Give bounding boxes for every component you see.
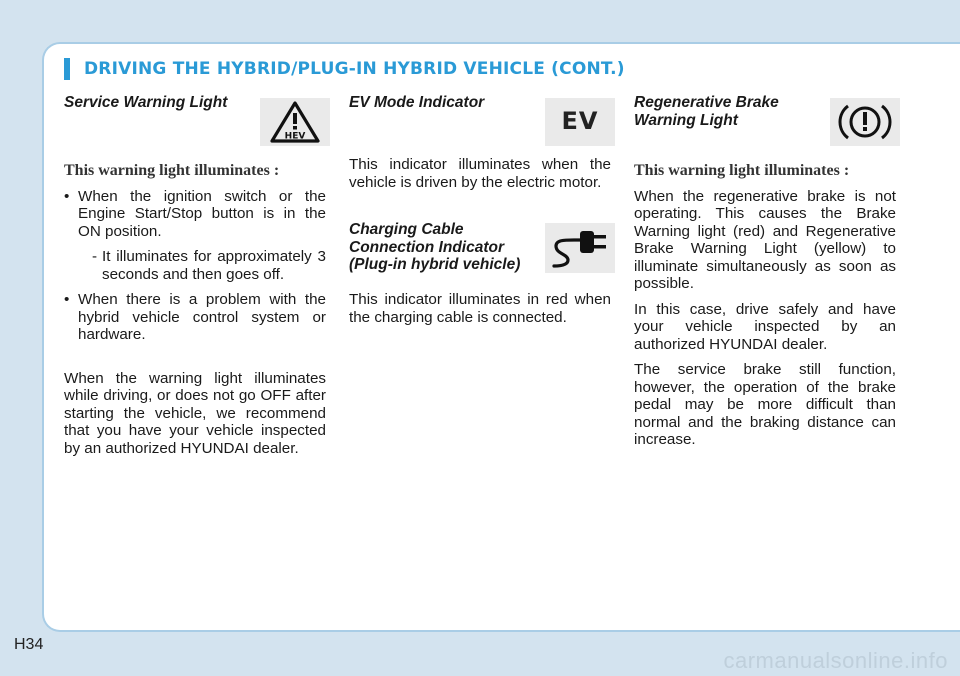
topic-head-ev [349, 94, 611, 156]
header-accent-bar [64, 58, 70, 80]
ev-icon-label: EV [561, 107, 599, 136]
ev-mode-icon [545, 98, 615, 146]
ev-mode-title: EV Mode Indicator [349, 94, 485, 111]
service-bullet-2: When there is a problem with the hybrid vehicle control system or hardware. [78, 291, 326, 343]
charging-paragraph: This indicator illuminates in red when the charging cable is connected. [349, 291, 611, 326]
column-regen-brake [634, 92, 896, 457]
service-warning-title: Service Warning Light [64, 94, 228, 111]
section-title: DRIVING THE HYBRID/PLUG-IN HYBRID VEHICLE (CONT.) [84, 59, 625, 79]
spacer [349, 199, 611, 219]
regen-brake-title: Regenerative Brake Warning Light [634, 94, 779, 129]
hev-icon-label: HEV [284, 131, 306, 142]
regen-paragraph-1: When the regenerative brake is not operating. This causes the Brake Warning light (red) and Regenerative Brake Warning Light (yellow) to illuminate simultaneously as soon as possible. [634, 187, 896, 292]
regen-paragraph-2: In this case, drive safely and have your vehicle inspected by an authorized HYUNDAI dealer. [634, 300, 896, 353]
charging-cable-title: Charging Cable Connection Indicator (Plug-in hybrid vehicle) [349, 221, 521, 273]
sub-bullet [78, 248, 326, 283]
service-bullet-1: When the ignition switch or the Engine Start/Stop button is in the ON position. [78, 187, 326, 240]
service-sub-bullet-text: It illuminates for approximately 3 seconds and then goes off. [102, 248, 326, 283]
regen-subhead: This warning light illuminates : [634, 162, 850, 179]
watermark: carmanualsonline.info [723, 648, 948, 673]
hev-warning-icon [260, 98, 330, 146]
dash-mark: - [92, 248, 98, 265]
regen-paragraph-3: The service brake still function, however, the operation of the brake pedal may be more difficult than normal and the braking distance can increase. [634, 361, 896, 448]
section-header [64, 58, 625, 80]
topic-head-regen [634, 94, 896, 156]
topic-head-charging [349, 221, 611, 291]
spacer [64, 352, 326, 370]
charging-plug-icon [545, 223, 615, 273]
column-service-warning [64, 92, 326, 465]
brake-warning-icon [830, 98, 900, 146]
service-paragraph: When the warning light illuminates while driving, or does not go OFF after starting the vehicle, we recommend that you have your vehicle inspected by an authorized HYUNDAI dealer. [64, 369, 326, 457]
list-item [64, 188, 326, 284]
service-bullet-list [64, 188, 326, 344]
column-ev-mode [349, 92, 611, 334]
service-subhead: This warning light illuminates : [64, 162, 280, 179]
page-number: H34 [14, 636, 44, 653]
ev-mode-paragraph: This indicator illuminates when the vehicle is driven by the electric motor. [349, 156, 611, 191]
topic-head-service [64, 94, 326, 156]
list-item [64, 291, 326, 344]
